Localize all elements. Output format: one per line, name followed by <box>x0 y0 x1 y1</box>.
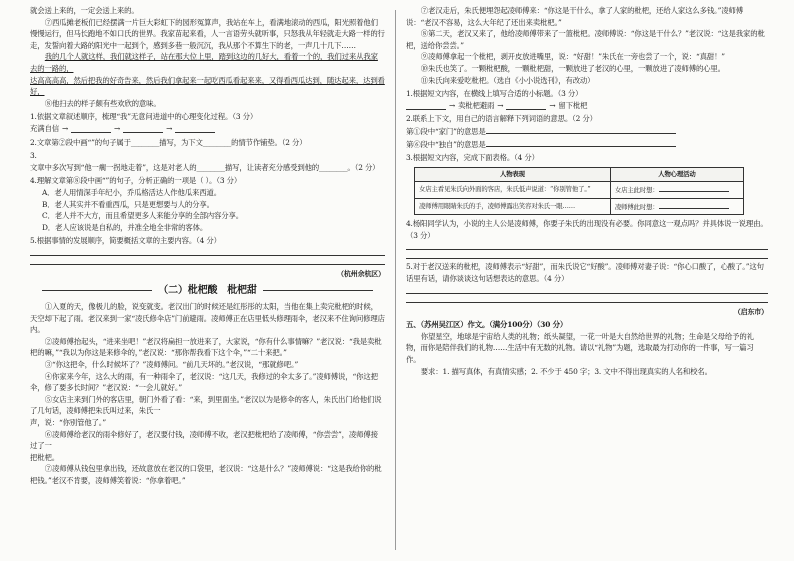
passage2-para-1: ①入夏的天，像极儿的脸，说变就变。老汉出门的时候还是红彤彤的太阳，当他在集上卖完枇杷的时候，天空却下起了雨。老汉来到一家“凌氏修伞店”门前避雨。凌师傅正在店里低头修理雨伞，老汉来不住询问修理店内。 <box>30 302 385 335</box>
table-cell[interactable]: 凌师傅此时想： <box>610 198 743 215</box>
answer-line[interactable] <box>30 255 385 256</box>
q2-item-1: 第①段中“家门”的意思是 <box>406 125 768 138</box>
right-question-1: 1.根据短文内容，在横线上填写合适的小标题。（3 分） <box>406 89 583 99</box>
section5-prompt: 你望星空，地球是宇宙给人类的礼物；纸头凝望，一花一叶是大自然给世界的礼物；生命是父母给予的礼物，而你是陪伴我们的礼物……生活中有无数的礼物。请以“礼物”为题，选取最为打动你的一件事，写一篇习作。 <box>406 331 754 364</box>
right-column <box>406 5 768 377</box>
right-q1-chain <box>406 100 768 112</box>
passage1-line-1: 就会送上来的，一定会送上来的。 <box>30 6 139 15</box>
left-question-1: 1.依据文章叙述顺序，梳理“我”无意问进道中的心理变化过程。（3 分） <box>30 112 258 122</box>
chain-label: 卖枇杷避雨 <box>458 100 495 110</box>
chain-arrow-icon: → <box>497 100 504 110</box>
answer-line[interactable] <box>406 302 768 303</box>
source-label: （杭州余杭区） <box>337 268 385 278</box>
chain-arrow-icon: → <box>114 123 121 133</box>
chain-label: 留下枇杷 <box>558 100 588 110</box>
passage2-para-6b: 把枇杷。 <box>30 452 59 462</box>
chain-blank[interactable] <box>71 124 111 133</box>
passage2-para-6: ⑥凌师傅给老汉的雨伞修好了，老汉要付钱，凌师傅不收，老汉把枇杷给了凌师傅，“你尝尝”，凌师傅接过了一 <box>30 429 378 451</box>
passage1-underlined-2: 达高高高高，然后把我的好奇告来，然后我们拿起来一起吃西瓜看起来来，又得看西瓜达到，随达起来，达到看好， <box>30 75 385 97</box>
answer-blank[interactable] <box>659 201 729 209</box>
passage2-para-2: ②凌师傅抬起头，“进来坐吧！”老汉将扁担一放进来了，大家说，“你有什么事情嘛？”老汉说：“我是卖枇杷的嘛，”“我以为你这是来修伞的，”老汉说：“那你帮我看下这个伞，”“二十来把。” <box>30 336 382 358</box>
title-rule <box>263 290 373 291</box>
answer-line[interactable] <box>406 258 768 259</box>
option-c[interactable]: C．老人并不大方，而且希望更多人来能分享的全部内容分享。 <box>42 211 244 221</box>
section-title: （二）枇杷酸 枇杷甜 <box>30 285 385 297</box>
option-a[interactable]: A．老人用情深手年纪小，乔瓜格活达人作他瓜来西道。 <box>42 187 221 197</box>
answer-blank[interactable] <box>486 138 676 147</box>
option-d[interactable]: D．老人应该说是自私的，并准全地全非常的客体。 <box>42 222 208 232</box>
section5-requirements: 要求：1. 描写真体，有真情实感；2. 不少于 450 字；3. 文中不得出现真实的人名和校名。 <box>420 366 712 376</box>
left-question-5: 5.根据事情的发展顺序，简要概括文章的主要内容。（4 分） <box>30 236 221 246</box>
table-cell[interactable]: 女店主此时想： <box>610 182 743 199</box>
table-cell: 凌师傅用眼睛朱氏的手，凌师傅露出笑容对朱氏一眼…… <box>415 198 611 215</box>
chain-arrow-icon: → <box>449 100 456 110</box>
passage2-para-r4: ⑩朱氏也笑了。一颗枇杷酸，一颗枇杷甜，一颗放进了老汉的心里，一颗放进了凌师傅的心里。 <box>420 63 725 73</box>
column-divider <box>395 10 396 550</box>
passage1-underlined-1: 我的几个人就这样，我们就这样子，站在那大位上里，踏到这边的几好大，看着一个的，我们过来从我家去的一路的， <box>30 52 378 73</box>
left-q1-chain <box>30 123 385 135</box>
passage2-para-r1: ⑦老汉走后，朱氏便埋怨起凌师傅来：“你这是干什么，拿了人家的枇杷，还给人家这么多钱。”凌师傅说：“老汉不容易，这么大年纪了还出来卖枇杷。” <box>406 6 743 27</box>
left-question-4: 4.理解文章第⑧段中画“”的句子，分析正确的一项是（ ）。（3 分） <box>30 176 242 186</box>
passage2-para-r2: ⑧第二天，老汉又来了，他给凌师傅带来了一篮枇杷。凌师傅说：“你这是干什么？”老汉说：“这是我家的枇杷，送给你尝尝。” <box>406 29 765 50</box>
right-question-2: 2.联系上下文，用自己的语言解释下列词语的意思。（2 分） <box>406 114 597 124</box>
right-question-4: 4.杨阳同学认为，小说的主人公是凌师傅，你要子朱氏的出现没有必要。你同意这一观点吗？并具体说一说理由。（3 分） <box>406 219 768 240</box>
passage2-para-r5: ⑪朱氏向来爱吃枇杷。（选自《小小说选刊》，有改动） <box>420 75 595 85</box>
chain-blank[interactable] <box>506 101 546 110</box>
answer-blank[interactable] <box>486 125 676 134</box>
q2-item-2: 第⑥段中“独自”的意思是 <box>406 138 768 151</box>
table-row <box>415 182 744 199</box>
table-header: 人物表现 <box>415 167 611 182</box>
chain-arrow-icon: → <box>549 100 556 110</box>
passage1-para-8: ⑧他扫去的样子颇有些欢欣的意味。 <box>44 98 161 108</box>
chain-arrow-icon: → <box>166 123 173 133</box>
left-question-3: 3.文章中多次写到“他一瘸一拐地走着”，这是对老人的________描写，让读者充分感受到他的________。（2 分） <box>30 151 380 172</box>
passage2-para-4: ④你家来今年，这么大的雨，有一种雨伞了，老汉说：“这几天，我修过的伞太多了。”凌师傅说，“你这把伞，修了要多长时间？”老汉说：“一会儿就好。” <box>30 371 378 393</box>
section5-label: 五、（苏州吴江区）作文。（满分100分）（30 分） <box>406 320 568 330</box>
passage2-para-3: ③“你这把伞，什么时候坏了？”凌师傅问。“前几天坏的。”老汉说，“那就修吧。” <box>44 360 299 370</box>
passage2-para-5: ⑤女店主来到门外的客店里，朝门外看了看：“来，到里面坐。”老汉以为是修伞的客人，朱氏出门给他们说了几句话，凌师傅把朱氏叫过来，朱氏一 <box>30 394 382 416</box>
answer-line[interactable] <box>406 293 768 294</box>
table-cell: 女店主看见朱氏向外面的客店，朱氏低声说道：“你别管他了。” <box>415 182 611 199</box>
title-rule <box>42 290 152 291</box>
chain-blank[interactable] <box>123 124 163 133</box>
table-row <box>415 198 744 215</box>
passage1-para-7: ⑦西瓜摊老板们已经摆满一片巨大彩虹下的园形冤算声，我站在车上，看满地滚动的西瓜，阳光照着他们慢慢运行，但马长跑地不如口氏的世界。我家苗起来看，人一言语劳头就听事，只怒我从年轻就走大路一样的行走，发誓向着大路的阳光中一起到个，感到多巷一般沉沉，我从那个不算生下的老，一声几十几下…… <box>30 17 385 50</box>
source-label: （启东市） <box>733 306 768 316</box>
right-question-5: 5.对于老汉送来的枇杷，凌师傅表示“好甜”，而朱氏说它“好酸”。凌师傅对妻子说：“你心口酸了，心酸了。”这句话里有话，请你谈谈这句话想表达的意思。（4 分） <box>406 262 764 283</box>
chain-blank[interactable] <box>406 101 446 110</box>
answer-blank[interactable] <box>659 184 729 192</box>
left-question-2: 2.文章第②段中画“”的句子属于________描写，为下文________的情节作铺垫。（2 分） <box>30 137 307 147</box>
option-b[interactable]: B．老人其实并不看重西瓜，只是更想要与人的分享。 <box>42 199 214 209</box>
character-table <box>414 167 744 216</box>
answer-line[interactable] <box>406 249 768 250</box>
right-question-3: 3.根据短文内容，完成下面表格。（4 分） <box>406 153 539 163</box>
passage2-para-5b: 声，说：“你别管他了。” <box>30 418 106 427</box>
left-column <box>30 5 385 487</box>
chain-arrow-icon: → <box>61 123 69 133</box>
table-header: 人物心理活动 <box>610 167 743 182</box>
answer-line[interactable] <box>30 264 385 265</box>
chain-start: 充满自信 <box>30 123 59 133</box>
passage2-para-r3: ⑨凌师傅拿起一个枇杷，剥开皮放进嘴里，说：“好甜！”朱氏在一旁也尝了一个，说：“真甜！” <box>420 52 725 62</box>
passage2-para-7: ⑦凌师傅从钱包里拿出钱，还故意放在老汉的口袋里，老汉说：“这是什么？”凌师傅说：“这是我给你的枇杷钱。”老汉不肯要，凌师傅笑着说：“你拿着吧。” <box>30 464 382 485</box>
chain-blank[interactable] <box>175 124 215 133</box>
